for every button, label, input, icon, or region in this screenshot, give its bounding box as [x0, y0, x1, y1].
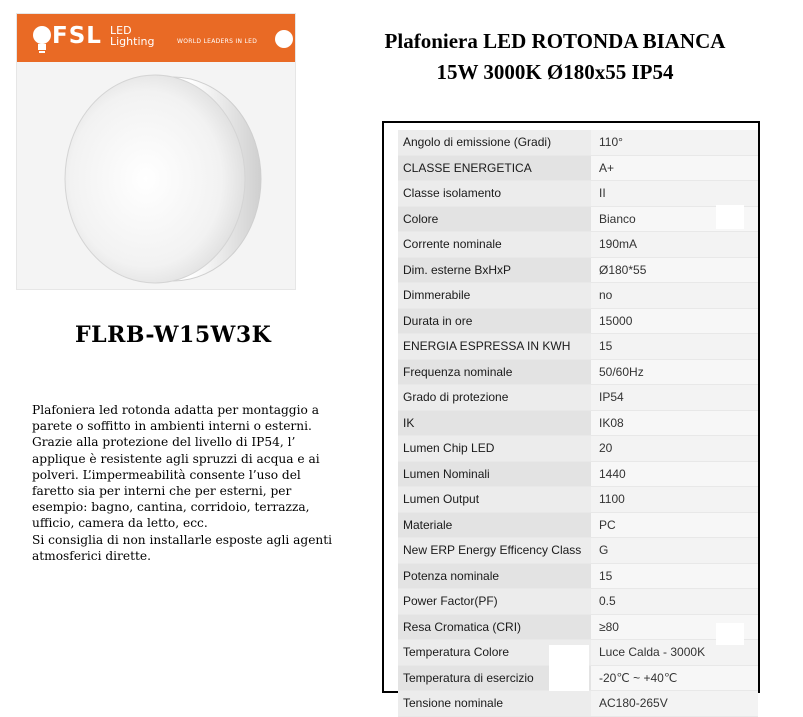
description-line: Grazie alla protezione del livello di IP54, l’	[32, 435, 296, 450]
spec-value: 1440	[591, 461, 758, 487]
spec-value: IP54	[591, 385, 758, 411]
spec-key: Corrente nominale	[398, 232, 591, 258]
description-line: Si consiglia di non installarle esposte agli agenti	[32, 532, 333, 547]
spec-value: 190mA	[591, 232, 758, 258]
spec-value: Ø180*55	[591, 257, 758, 283]
spec-key: Resa Cromatica (CRI)	[398, 614, 591, 640]
product-image-card	[16, 13, 296, 290]
spec-key: Lumen Chip LED	[398, 436, 591, 462]
spec-value: IK08	[591, 410, 758, 436]
spec-row	[398, 359, 758, 385]
spec-row	[398, 512, 758, 538]
spec-key: Power Factor(PF)	[398, 589, 591, 615]
spec-key: Temperatura Colore	[398, 640, 591, 666]
brand-sub-lighting: Lighting	[110, 35, 155, 48]
product-title-line1: Plafoniera LED ROTONDA BIANCA	[384, 29, 726, 53]
product-title-line2: 15W 3000K Ø180x55 IP54	[436, 60, 674, 84]
spec-row	[398, 308, 758, 334]
white-patch	[716, 623, 744, 645]
spec-value: PC	[591, 512, 758, 538]
spec-value: AC180-265V	[591, 691, 758, 717]
spec-key: Potenza nominale	[398, 563, 591, 589]
spec-key: Materiale	[398, 512, 591, 538]
spec-row	[398, 461, 758, 487]
description-line: applique è resistente agli spruzzi di acqua e ai	[32, 451, 320, 466]
spec-value: Luce Calda - 3000K	[591, 640, 758, 666]
spec-key: Grado di protezione	[398, 385, 591, 411]
spec-value: 15	[591, 563, 758, 589]
spec-row	[398, 436, 758, 462]
spec-row	[398, 563, 758, 589]
spec-key: Colore	[398, 206, 591, 232]
spec-value: -20℃ ~ +40℃	[591, 665, 758, 691]
spec-value: G	[591, 538, 758, 564]
spec-key: New ERP Energy Efficency Class	[398, 538, 591, 564]
white-patch	[549, 645, 589, 691]
spec-key: Tensione nominale	[398, 691, 591, 717]
spec-value: II	[591, 181, 758, 207]
spec-value: 15	[591, 334, 758, 360]
description-line: Plafoniera led rotonda adatta per montaggio a	[32, 403, 319, 417]
spec-row	[398, 487, 758, 513]
description-line: parete o soffitto in ambienti interni o esterni.	[32, 419, 312, 434]
spec-key: CLASSE ENERGETICA	[398, 155, 591, 181]
spec-value: 0.5	[591, 589, 758, 615]
spec-value: 110°	[591, 130, 758, 155]
spec-value: Bianco	[591, 206, 758, 232]
spec-key: Angolo di emissione (Gradi)	[398, 130, 591, 155]
description-line: atmosferici dirette.	[32, 548, 151, 563]
spec-key: Lumen Nominali	[398, 461, 591, 487]
brand-badge-icon	[275, 30, 293, 48]
spec-row	[398, 257, 758, 283]
brand-subtitle	[110, 25, 170, 47]
description-line: esempio: bagno, cantina, corridoio, terrazza,	[32, 500, 310, 515]
spec-row	[398, 206, 758, 232]
brand-banner	[17, 14, 295, 62]
round-lamp-image	[55, 69, 265, 289]
spec-key: Classe isolamento	[398, 181, 591, 207]
spec-value: ≥80	[591, 614, 758, 640]
spec-value: A+	[591, 155, 758, 181]
spec-row	[398, 283, 758, 309]
brand-name: FSL	[52, 23, 102, 49]
description-line: faretto sia per interni che per esterni, per	[32, 484, 292, 499]
spec-key: Lumen Output	[398, 487, 591, 513]
spec-row	[398, 232, 758, 258]
spec-row	[398, 410, 758, 436]
spec-key: IK	[398, 410, 591, 436]
spec-key: Dim. esterne BxHxP	[398, 257, 591, 283]
spec-value: 20	[591, 436, 758, 462]
spec-value: 1100	[591, 487, 758, 513]
product-description	[32, 402, 344, 564]
spec-value: no	[591, 283, 758, 309]
spec-key: Dimmerabile	[398, 283, 591, 309]
spec-table	[398, 130, 758, 717]
spec-row	[398, 691, 758, 717]
spec-key: Durata in ore	[398, 308, 591, 334]
spec-row	[398, 589, 758, 615]
white-patch	[716, 205, 744, 229]
model-code: FLRB-W15W3K	[75, 322, 272, 348]
spec-row	[398, 155, 758, 181]
brand-slogan: WORLD LEADERS IN LED	[177, 38, 258, 45]
spec-table-frame	[382, 121, 760, 711]
spec-value: 50/60Hz	[591, 359, 758, 385]
spec-value: 15000	[591, 308, 758, 334]
brand-sub-led: LED	[110, 24, 132, 37]
spec-row	[398, 181, 758, 207]
spec-key: Frequenza nominale	[398, 359, 591, 385]
spec-row	[398, 334, 758, 360]
product-title	[330, 26, 780, 88]
description-line: ufficio, camera da letto, ecc.	[32, 516, 208, 531]
spec-key: ENERGIA ESPRESSA IN KWH	[398, 334, 591, 360]
description-line: polveri. L’impermeabilità consente l’uso del	[32, 467, 301, 482]
spec-row	[398, 614, 758, 640]
spec-row	[398, 538, 758, 564]
spec-key: Temperatura di esercizio	[398, 665, 591, 691]
spec-row	[398, 130, 758, 155]
spec-row	[398, 385, 758, 411]
